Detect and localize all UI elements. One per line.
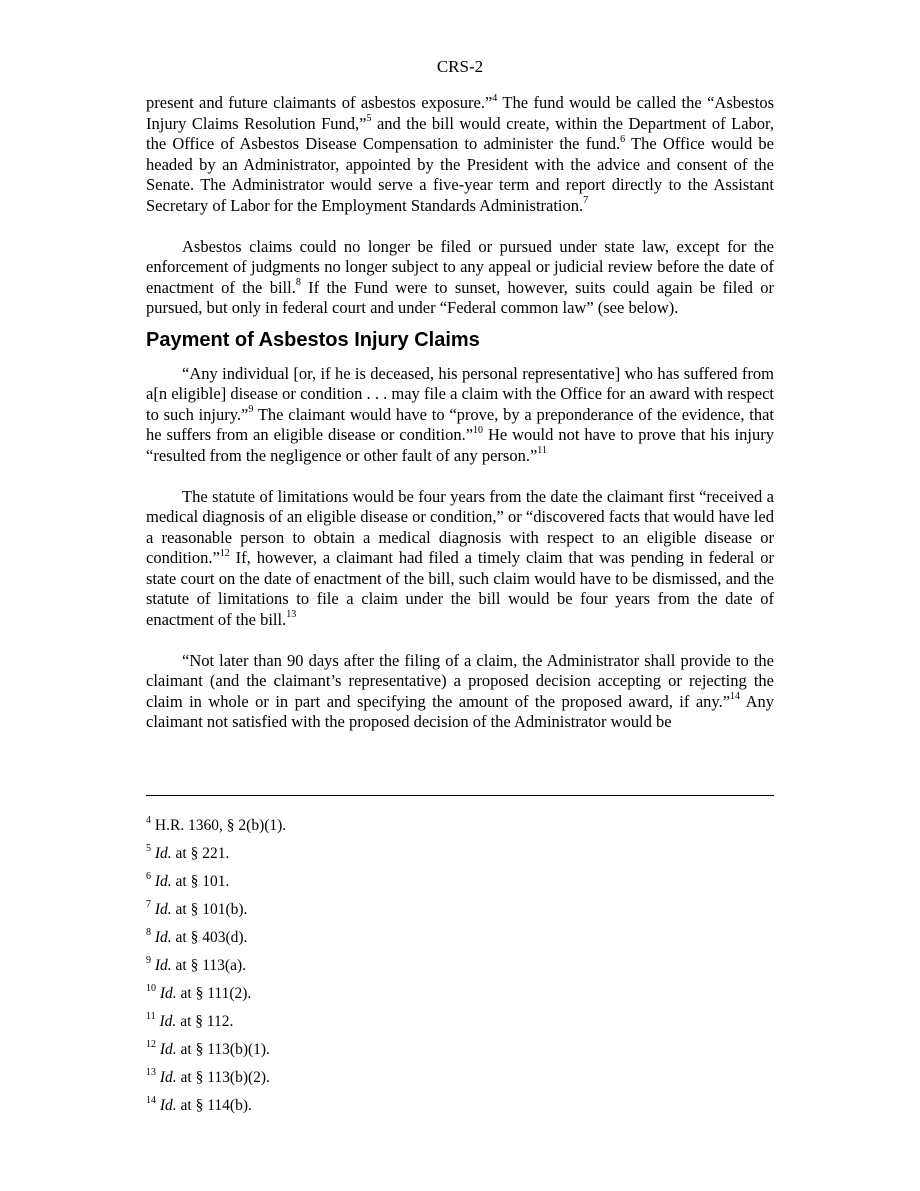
footnote-ref-10[interactable]: 10 — [473, 424, 484, 436]
footnote-ref-13[interactable]: 13 — [286, 609, 297, 620]
paragraph-5: “Not later than 90 days after the filing of a claim, the Administrator shall provide to the claimant (and the claimant’s representative) a proposed decision accepting or rejecting the claim in whole or in part and specifying the amount of the proposed award, if any.”$^{14}$ Any claimant not satisfied with the proposed decision of the Administrator would be — [146, 650, 774, 731]
paragraph-2: Asbestos claims could no longer be filed or pursued under state law, except for the enforcement of judgments no longer subject to any appeal or judicial review before the date of enactment of the bill.$^8$ If the Fund were to sunset, however, suits could again be filed or pursued, but only in federal court and under “Federal common law” (see below). — [146, 236, 775, 317]
paragraph-4: The statute of limitations would be four years from the date the claimant first “received a medical diagnosis of an eligible disease or condition,” or “discovered facts that would have led a reasonable person to obtain a medical diagnosis with respect to an eligible disease or condition.”$^{12}$ If, however, a claimant had filed a timely claim that was pending in federal or state court on the date of enactment of the bill, such claim would have to be dismissed, and the statute of limitations to file a claim under the bill would be four years from the date of enactment of the bill.$^{13}$ — [146, 486, 774, 629]
footnote-ref-5[interactable]: 5 — [366, 113, 372, 124]
footnote-4: $^4$ H.R. 1360, § 2(b)(1). — [146, 814, 287, 834]
footnote-ref-8[interactable]: 8 — [295, 277, 301, 288]
footnote-10: $^{10}$ Id. at § 111(2). — [146, 982, 252, 1002]
footnote-11: $^{11}$ Id. at § 112. — [146, 1010, 234, 1030]
footnote-5: $^5$ Id. at § 221. — [146, 842, 230, 862]
footnote-8: $^8$ Id. at § 403(d). — [146, 926, 248, 946]
footnote-divider — [146, 795, 774, 796]
footnote-ref-12[interactable]: 12 — [219, 547, 230, 559]
footnote-ref-6[interactable]: 6 — [620, 133, 626, 145]
footnote-9: $^9$ Id. at § 113(a). — [146, 954, 246, 974]
paragraph-1: present and future claimants of asbestos exposure.”$^4$ The fund would be called the “Asbestos Injury Claims Resolution Fund,”$^5$ and the bill would create, within the Department of Labor, the Office of Asbestos Disease Compensation to administer the fund.$^6$ The Office would be headed by an Administrator, appointed by the President with the advice and consent of the Senate. The Administrator would serve a five-year term and report directly to the Assistant Secretary of Labor for the Employment Standards Administration.$^7$ — [146, 92, 774, 215]
footnote-ref-14[interactable]: 14 — [730, 691, 741, 702]
footnotes-list — [146, 815, 774, 1123]
body-text — [146, 93, 774, 733]
paragraph-3: “Any individual [or, if he is deceased, his personal representative] who has suffered from a[n eligible] disease or condition . . . may file a claim with the Office for an award with respect to such injury.”$^9$ The claimant would have to “prove, by a preponderance of the evidence, that he suffers from an eligible disease or condition.”$^{10}$ He would not have to prove that his injury “resulted from the negligence or other fault of any person.”$^{11}$ — [146, 363, 774, 465]
footnote-ref-4[interactable]: 4 — [492, 92, 498, 104]
footnote-ref-9[interactable]: 9 — [248, 404, 254, 415]
footnote-7: $^7$ Id. at § 101(b). — [146, 898, 248, 918]
footnote-ref-7[interactable]: 7 — [583, 195, 589, 206]
footnote-14: $^{14}$ Id. at § 114(b). — [146, 1094, 252, 1114]
footnote-13: $^{13}$ Id. at § 113(b)(2). — [146, 1066, 270, 1086]
footnote-6: $^6$ Id. at § 101. — [146, 870, 230, 890]
section-heading: Payment of Asbestos Injury Claims — [146, 328, 480, 351]
footnote-12: $^{12}$ Id. at § 113(b)(1). — [146, 1038, 270, 1058]
page-label: CRS-2 — [436, 57, 484, 76]
page-header — [0, 56, 920, 78]
footnote-ref-11[interactable]: 11 — [537, 445, 547, 456]
